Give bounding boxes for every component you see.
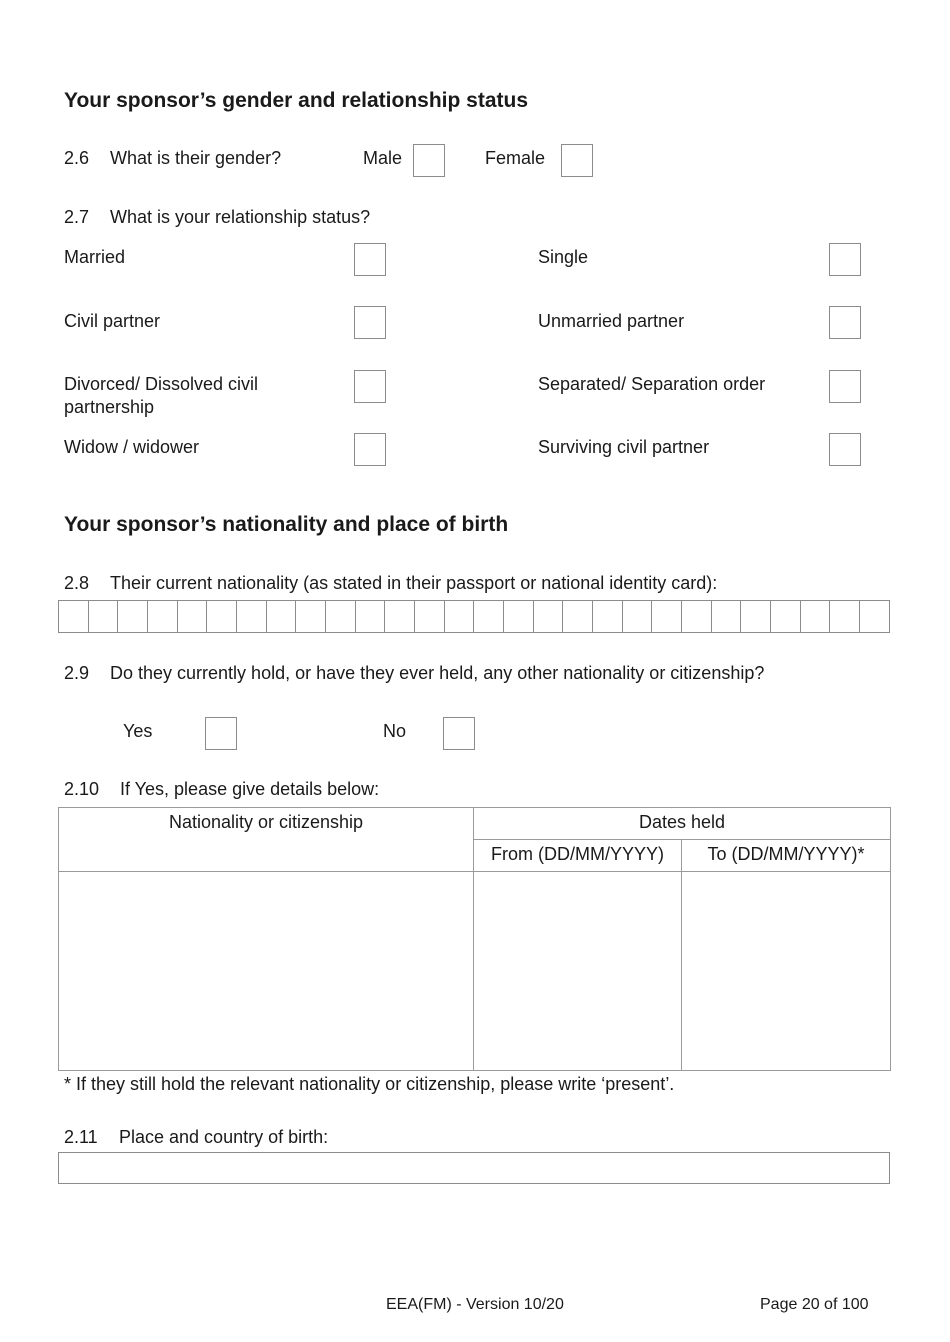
- nationality-character-box[interactable]: [771, 601, 801, 632]
- option-label-male: Male: [363, 148, 403, 168]
- nationality-character-box[interactable]: [682, 601, 712, 632]
- question-text-2-6: What is their gender?: [110, 148, 282, 168]
- option-label-no: No: [383, 721, 407, 741]
- section-heading-nationality: Your sponsor’s nationality and place of birth: [64, 513, 509, 536]
- question-text-2-8: Their current nationality (as stated in their passport or national identity card):: [110, 573, 718, 593]
- question-text-2-9: Do they currently hold, or have they ever held, any other nationality or citizenship?: [110, 663, 765, 683]
- nationality-character-box[interactable]: [59, 601, 89, 632]
- question-text-2-10: If Yes, please give details below:: [120, 779, 380, 799]
- table-footnote: * If they still hold the relevant nationality or citizenship, please write ‘present’.: [64, 1074, 675, 1094]
- nationality-character-box[interactable]: [148, 601, 178, 632]
- nationality-character-box[interactable]: [712, 601, 742, 632]
- option-label-female: Female: [485, 148, 546, 168]
- column-header-to: To (DD/MM/YYYY)*: [682, 840, 891, 872]
- nationality-character-box[interactable]: [593, 601, 623, 632]
- nationality-character-box[interactable]: [267, 601, 297, 632]
- checkbox-single[interactable]: [829, 243, 861, 276]
- nationality-character-box[interactable]: [741, 601, 771, 632]
- checkbox-divorced[interactable]: [354, 370, 386, 403]
- nationality-character-box[interactable]: [534, 601, 564, 632]
- footer-version: EEA(FM) - Version 10/20: [386, 1296, 564, 1313]
- column-header-dates-held: Dates held: [474, 808, 891, 840]
- question-text-2-7: What is your relationship status?: [110, 207, 371, 227]
- option-label-yes: Yes: [123, 721, 153, 741]
- nationality-character-box[interactable]: [445, 601, 475, 632]
- option-label-single: Single: [538, 247, 589, 267]
- nationality-character-box[interactable]: [385, 601, 415, 632]
- option-label-civil-partner: Civil partner: [64, 311, 161, 331]
- option-label-divorced: Divorced/ Dissolved civil partnership: [64, 374, 259, 417]
- nationality-character-box[interactable]: [623, 601, 653, 632]
- column-header-from: From (DD/MM/YYYY): [474, 840, 682, 872]
- nationality-details-table: [58, 807, 891, 1071]
- checkbox-female[interactable]: [561, 144, 593, 177]
- nationality-character-box[interactable]: [237, 601, 267, 632]
- checkbox-separated[interactable]: [829, 370, 861, 403]
- nationality-character-box[interactable]: [89, 601, 119, 632]
- section-heading-gender: Your sponsor’s gender and relationship status: [64, 89, 529, 112]
- nationality-character-box[interactable]: [801, 601, 831, 632]
- nationality-character-box[interactable]: [474, 601, 504, 632]
- nationality-character-box[interactable]: [326, 601, 356, 632]
- cell-nationality-input[interactable]: [59, 872, 474, 1071]
- option-label-unmarried-partner: Unmarried partner: [538, 311, 685, 331]
- checkbox-surviving-civil-partner[interactable]: [829, 433, 861, 466]
- nationality-character-boxes[interactable]: [58, 600, 890, 633]
- nationality-character-box[interactable]: [207, 601, 237, 632]
- option-label-widow: Widow / widower: [64, 437, 200, 457]
- nationality-character-box[interactable]: [652, 601, 682, 632]
- checkbox-widow[interactable]: [354, 433, 386, 466]
- nationality-character-box[interactable]: [415, 601, 445, 632]
- checkbox-yes[interactable]: [205, 717, 237, 750]
- checkbox-married[interactable]: [354, 243, 386, 276]
- place-of-birth-input[interactable]: [58, 1152, 890, 1184]
- nationality-character-box[interactable]: [118, 601, 148, 632]
- option-label-married: Married: [64, 247, 126, 267]
- checkbox-civil-partner[interactable]: [354, 306, 386, 339]
- column-header-nationality: Nationality or citizenship: [59, 808, 474, 872]
- option-label-surviving-civil-partner: Surviving civil partner: [538, 437, 710, 457]
- checkbox-unmarried-partner[interactable]: [829, 306, 861, 339]
- question-number-2-11: 2.11: [64, 1127, 98, 1147]
- question-number-2-10: 2.10: [64, 779, 100, 799]
- checkbox-no[interactable]: [443, 717, 475, 750]
- nationality-character-box[interactable]: [356, 601, 386, 632]
- checkbox-male[interactable]: [413, 144, 445, 177]
- nationality-character-box[interactable]: [830, 601, 860, 632]
- nationality-character-box[interactable]: [296, 601, 326, 632]
- cell-from-date-input[interactable]: [474, 872, 682, 1071]
- question-number-2-7: 2.7: [64, 207, 90, 227]
- nationality-character-box[interactable]: [860, 601, 889, 632]
- nationality-character-box[interactable]: [178, 601, 208, 632]
- option-label-separated: Separated/ Separation order: [538, 374, 766, 394]
- footer-page-number: Page 20 of 100: [760, 1296, 869, 1313]
- nationality-character-box[interactable]: [563, 601, 593, 632]
- question-number-2-9: 2.9: [64, 663, 90, 683]
- question-number-2-6: 2.6: [64, 148, 90, 168]
- cell-to-date-input[interactable]: [682, 872, 891, 1071]
- nationality-character-box[interactable]: [504, 601, 534, 632]
- question-number-2-8: 2.8: [64, 573, 90, 593]
- question-text-2-11: Place and country of birth:: [119, 1127, 329, 1147]
